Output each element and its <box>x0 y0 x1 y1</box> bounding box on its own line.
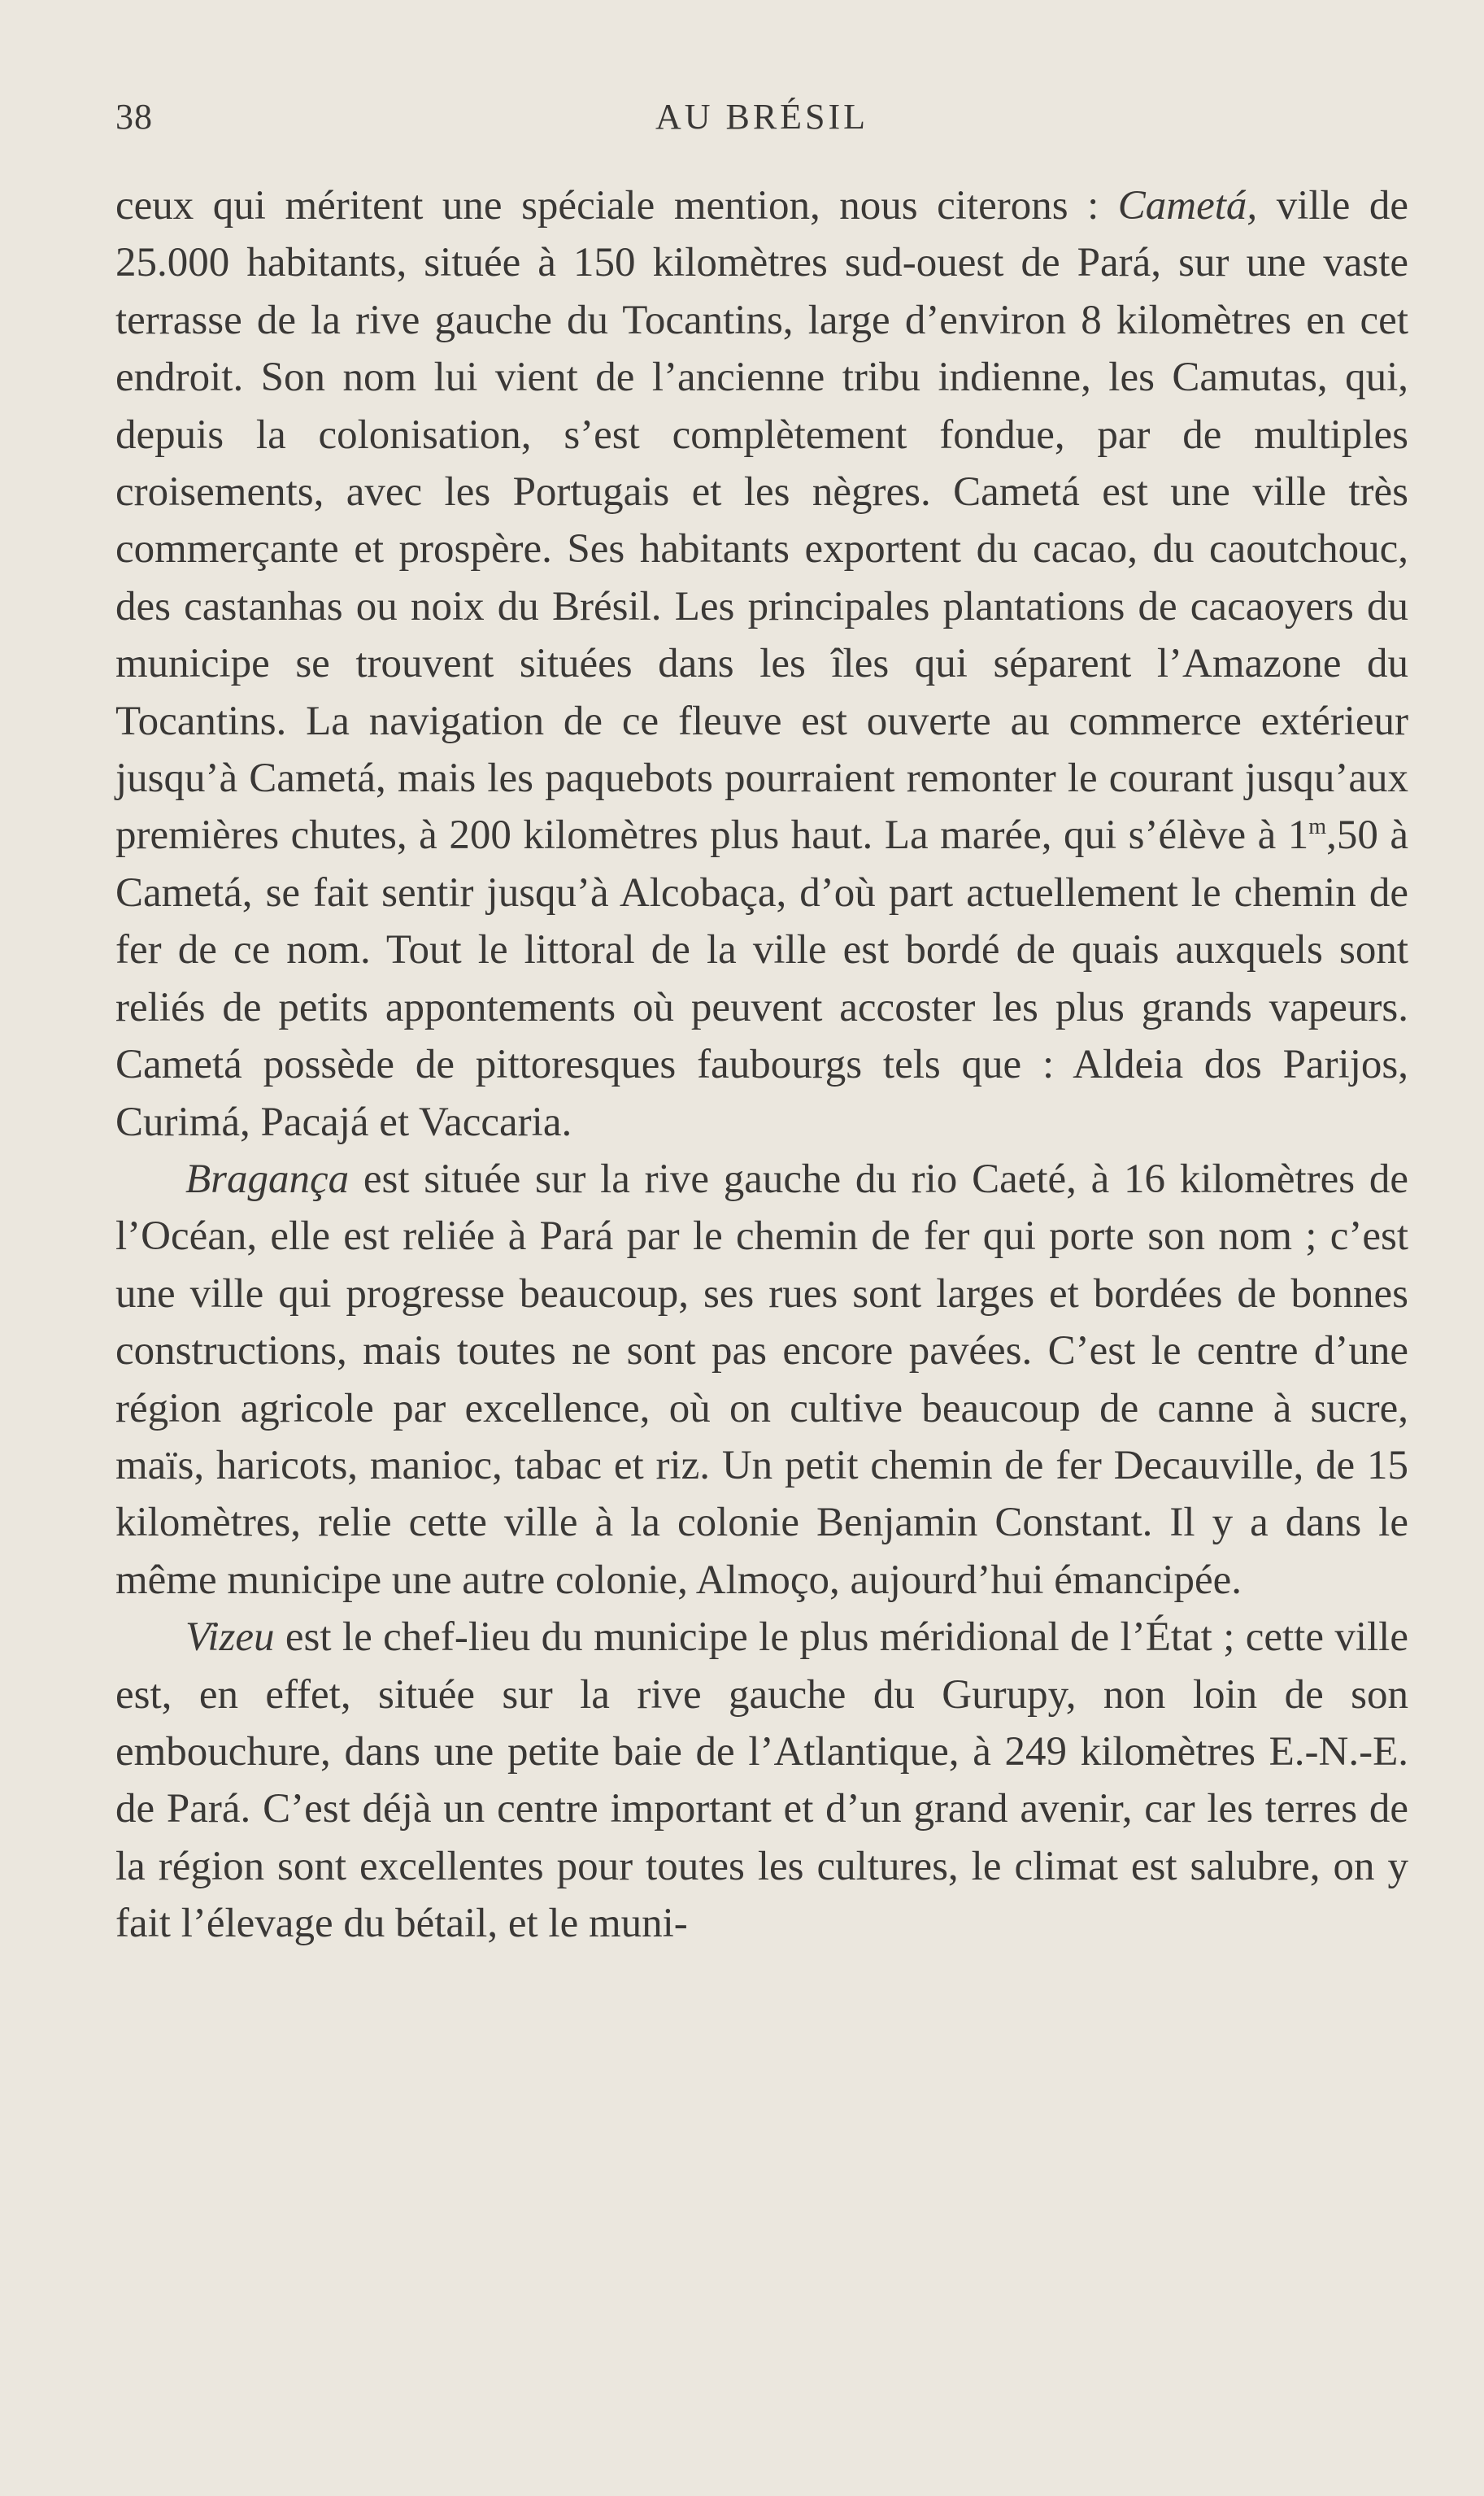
paragraph-text: est située sur la rive gauche du rio Caeté, à 16 kilomètres de l’Océan, elle est reliée à Pará par le chemin de fer qui porte son nom ; c’est une ville qui progresse beaucoup, ses rues sont larges et bordées de bonnes constructions, mais toutes ne sont pas encore pavées. C’est le centre d’une région agricole par excellence, où on cultive beaucoup de canne à sucre, maïs, haricots, manioc, tabac et riz. Un petit chemin de fer Decauville, de 15 kilomètres, relie cette ville à la colonie Benjamin Constant. Il y a dans le même municipe une autre colonie, Almoço, aujourd’hui émancipée. <box>115 1156 1408 1603</box>
paragraph-text: est le chef-lieu du municipe le plus méridional de l’État ; cette ville est, en effet, située sur la rive gauche du Gurupy, non loin de son embouchure, dans une petite baie de l’Atlantique, à 249 kilomètres E.-N.-E. de Pará. C’est déjà un centre important et d’un grand avenir, car les terres de la région sont excellentes pour toutes les cultures, le climat est salubre, on y fait l’élevage du bétail, et le muni- <box>115 1614 1408 1947</box>
body-text <box>115 177 1408 1953</box>
place-name-cameta: Cametá, <box>1117 183 1258 229</box>
page-number: 38 <box>115 97 153 137</box>
unit-superscript: m <box>1308 814 1327 840</box>
paragraph-lead: ceux qui méritent une spéciale mention, nous citerons : <box>115 183 1099 229</box>
paragraph-vizeu <box>115 1609 1408 1952</box>
page-header <box>115 96 1408 145</box>
paragraph-braganca <box>115 1151 1408 1609</box>
paragraph-text-continued: ,50 à Cametá, se fait sentir jusqu’à Alcobaça, d’où part actuellement le chemin de fer de ce nom. Tout le littoral de la ville est bordé de quais auxquels sont reliés de petits appontements où peuvent accoster les plus grands vapeurs. Cametá possède de pittoresques faubourgs tels que : Aldeia dos Parijos, Curimá, Pacajá et Vaccaria. <box>115 812 1408 1145</box>
paragraph-cameta <box>115 177 1408 1151</box>
place-name-vizeu: Vizeu <box>185 1614 275 1661</box>
place-name-braganca: Bragança <box>185 1156 350 1202</box>
paragraph-text: ville de 25.000 habitants, située à 150 kilomètres sud-ouest de Pará, sur une vaste terrasse de la rive gauche du Tocantins, large d’environ 8 kilomètres en cet endroit. Son nom lui vient de l’ancienne tribu indienne, les Camutas, qui, depuis la colonisation, s’est complètement fondue, par de multiples croisements, avec les Portugais et les nègres. Cametá est une ville très commerçante et prospère. Ses habitants exportent du cacao, du caoutchouc, des castanhas ou noix du Brésil. Les principales plantations de cacaoyers du municipe se trouvent situées dans les îles qui séparent l’Amazone du Tocantins. La navigation de ce fleuve est ouverte au commerce extérieur jusqu’à Cametá, mais les paquebots pourraient remonter le courant jusqu’aux premières chutes, à 200 kilomètres plus haut. La marée, qui s’élève à 1 <box>115 183 1409 859</box>
running-title: AU BRÉSIL <box>655 97 869 137</box>
